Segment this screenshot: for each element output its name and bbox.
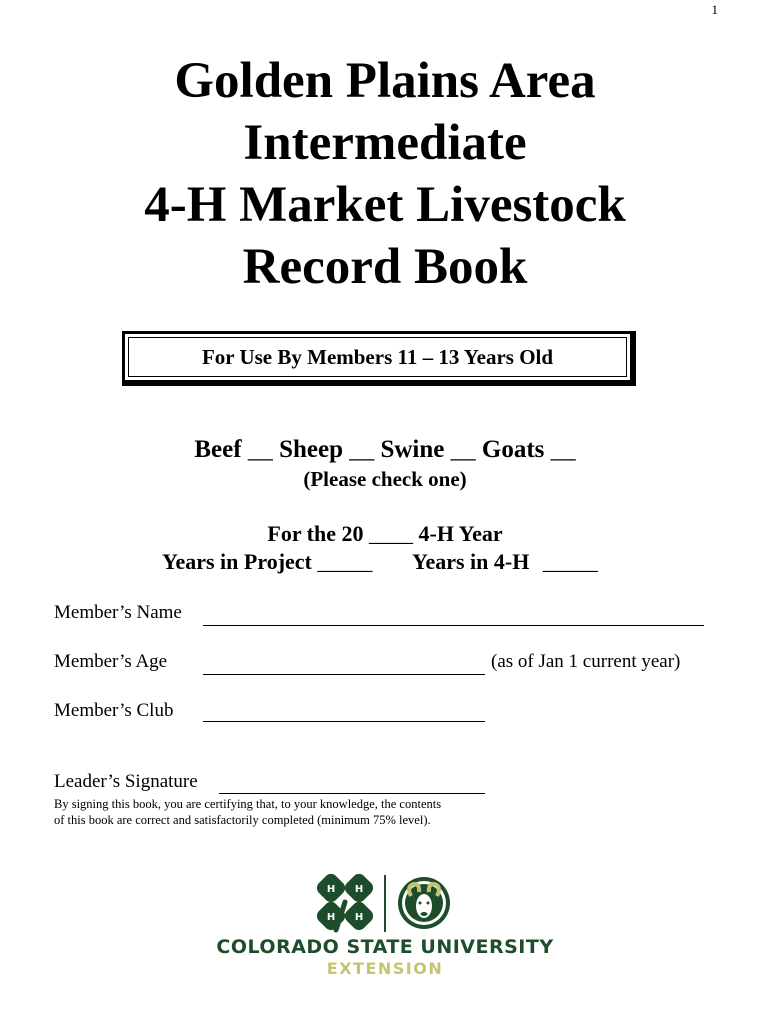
leader-signature-line[interactable] <box>219 793 485 794</box>
years-4h-blank[interactable]: _____ <box>542 549 598 574</box>
certification-line-2: of this book are correct and satisfactorily completed (minimum 75% level). <box>54 813 431 827</box>
species-sheep-blank[interactable]: __ <box>349 436 375 463</box>
age-range-box <box>122 331 636 386</box>
species-goats-label: Goats <box>481 436 545 463</box>
years-project-label: Years in Project <box>162 549 312 574</box>
member-age-label: Member’s Age <box>54 651 168 672</box>
csu-ram-icon <box>398 877 450 929</box>
years-in-project <box>162 549 372 575</box>
year-suffix: 4-H Year <box>418 521 503 546</box>
member-age-line[interactable] <box>203 674 485 675</box>
years-in-4h <box>412 549 598 575</box>
check-note: (Please check one) <box>303 467 467 491</box>
year-prefix: For the 20 <box>267 521 364 546</box>
species-selection <box>0 436 770 464</box>
species-swine-label: Swine <box>380 436 445 463</box>
species-sheep-label: Sheep <box>279 436 343 463</box>
member-age-note: (as of Jan 1 current year) <box>491 651 681 672</box>
years-4h-label: Years in 4-H <box>412 549 530 574</box>
clover-h-4: H <box>354 912 364 923</box>
certification-line-1: By signing this book, you are certifying that, to your knowledge, the contents <box>54 797 442 811</box>
member-club-line[interactable] <box>203 721 485 722</box>
species-goats-blank[interactable]: __ <box>550 436 576 463</box>
extension-wordmark: EXTENSION <box>326 959 444 978</box>
species-swine-blank[interactable]: __ <box>450 436 476 463</box>
species-beef-blank[interactable]: __ <box>247 436 273 463</box>
four-h-clover-icon <box>314 872 376 933</box>
page-number: 1 <box>711 2 718 17</box>
title-line-1: Golden Plains Area <box>174 53 596 109</box>
clover-h-1: H <box>326 884 336 895</box>
clover-h-2: H <box>354 884 364 895</box>
years-project-blank[interactable]: _____ <box>317 549 373 574</box>
leader-signature-label: Leader’s Signature <box>54 771 198 792</box>
member-club-label: Member’s Club <box>54 700 174 721</box>
title-line-2: Intermediate <box>243 115 527 171</box>
page-title <box>0 50 770 298</box>
year-blank[interactable]: ____ <box>369 521 414 546</box>
logo-mark <box>0 872 770 936</box>
title-line-3: 4-H Market Livestock <box>144 177 626 233</box>
species-beef-label: Beef <box>194 436 242 463</box>
age-range-text: For Use By Members 11 – 13 Years Old <box>128 337 627 377</box>
title-line-4: Record Book <box>242 239 528 295</box>
certification-note <box>54 796 441 828</box>
member-name-line[interactable] <box>203 625 704 626</box>
member-name-label: Member’s Name <box>54 602 182 623</box>
csu-wordmark: COLORADO STATE UNIVERSITY <box>216 936 554 958</box>
year-line <box>0 521 770 547</box>
clover-h-3: H <box>326 912 336 923</box>
